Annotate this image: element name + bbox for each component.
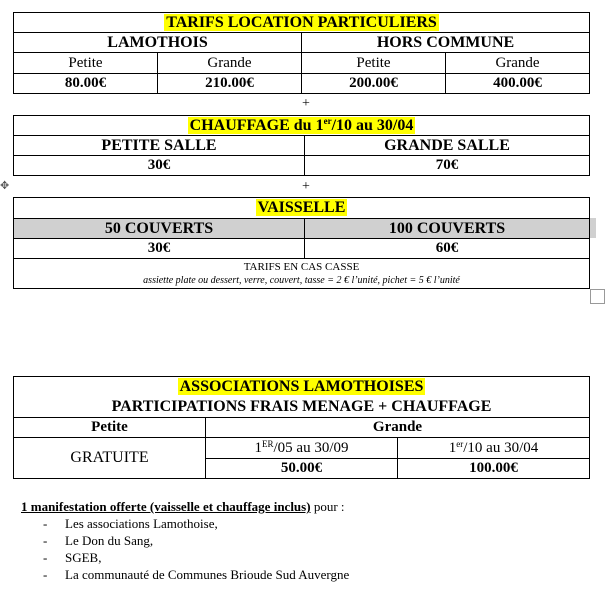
petite-gratuite: GRATUITE — [14, 438, 206, 479]
chauffage-table — [13, 115, 590, 176]
vaisselle-table — [13, 197, 590, 289]
header-grande-salle: GRANDE SALLE — [305, 136, 590, 156]
associations-subtitle: PARTICIPATIONS FRAIS MENAGE + CHAUFFAGE — [111, 398, 492, 415]
list-item: - Les associations Lamothoise, — [43, 516, 218, 531]
list-item: - Le Don du Sang, — [43, 533, 154, 548]
casse-cell — [14, 259, 590, 289]
tarifs-particuliers-table — [13, 12, 590, 94]
casse-detail: assiette plate ou dessert, verre, couvert, tasse = 2 € l’unité, pichet = 5 € l’unité — [143, 274, 460, 286]
size-cell: Petite — [14, 53, 158, 74]
chauffage-title-cell — [14, 116, 590, 136]
price-cell: 400.00€ — [446, 74, 590, 94]
casse-title: TARIFS EN CAS CASSE — [243, 260, 360, 273]
particuliers-title-cell — [14, 13, 590, 33]
associations-title-cell — [14, 377, 590, 418]
price-cell: 30€ — [14, 239, 305, 259]
group-hors-commune: HORS COMMUNE — [302, 33, 590, 53]
group-lamothois: LAMOTHOIS — [14, 33, 302, 53]
list-item: - SGEB, — [43, 550, 102, 565]
header-100-couverts: 100 COUVERTS — [305, 219, 590, 239]
price-cell: 80.00€ — [14, 74, 158, 94]
price-cell: 100.00€ — [398, 459, 590, 479]
plus-sign: + — [302, 96, 310, 111]
resize-handle-icon[interactable] — [590, 289, 605, 304]
chauffage-title: CHAUFFAGE du 1er/10 au 30/04 — [189, 115, 414, 134]
header-50-couverts: 50 COUVERTS — [14, 219, 305, 239]
associations-title: ASSOCIATIONS LAMOTHOISES — [179, 378, 424, 395]
associations-table — [13, 376, 590, 479]
price-cell: 210.00€ — [158, 74, 302, 94]
size-cell: Grande — [158, 53, 302, 74]
manifestation-heading: 1 manifestation offerte (vaisselle et chauffage inclus) pour : — [21, 499, 345, 514]
price-cell: 70€ — [305, 156, 590, 176]
col-petite: Petite — [14, 418, 206, 438]
price-cell: 30€ — [14, 156, 305, 176]
size-cell: Petite — [302, 53, 446, 74]
vaisselle-title: VAISSELLE — [257, 199, 346, 216]
move-handle-icon[interactable]: ✥ — [0, 179, 10, 192]
period-cell: 1er/10 au 30/04 — [398, 438, 590, 459]
size-cell: Grande — [446, 53, 590, 74]
header-petite-salle: PETITE SALLE — [14, 136, 305, 156]
price-cell: 200.00€ — [302, 74, 446, 94]
plus-sign: + — [302, 179, 310, 194]
manifestation-section — [21, 498, 601, 583]
price-cell: 50.00€ — [206, 459, 398, 479]
particuliers-title: TARIFS LOCATION PARTICULIERS — [166, 13, 437, 31]
vaisselle-title-cell — [14, 198, 590, 219]
price-cell: 60€ — [305, 239, 590, 259]
manifestation-list — [21, 515, 601, 583]
list-item: - La communauté de Communes Brioude Sud Auvergne — [43, 567, 350, 582]
period-cell: 1ER/05 au 30/09 — [206, 438, 398, 459]
col-grande: Grande — [206, 418, 590, 438]
